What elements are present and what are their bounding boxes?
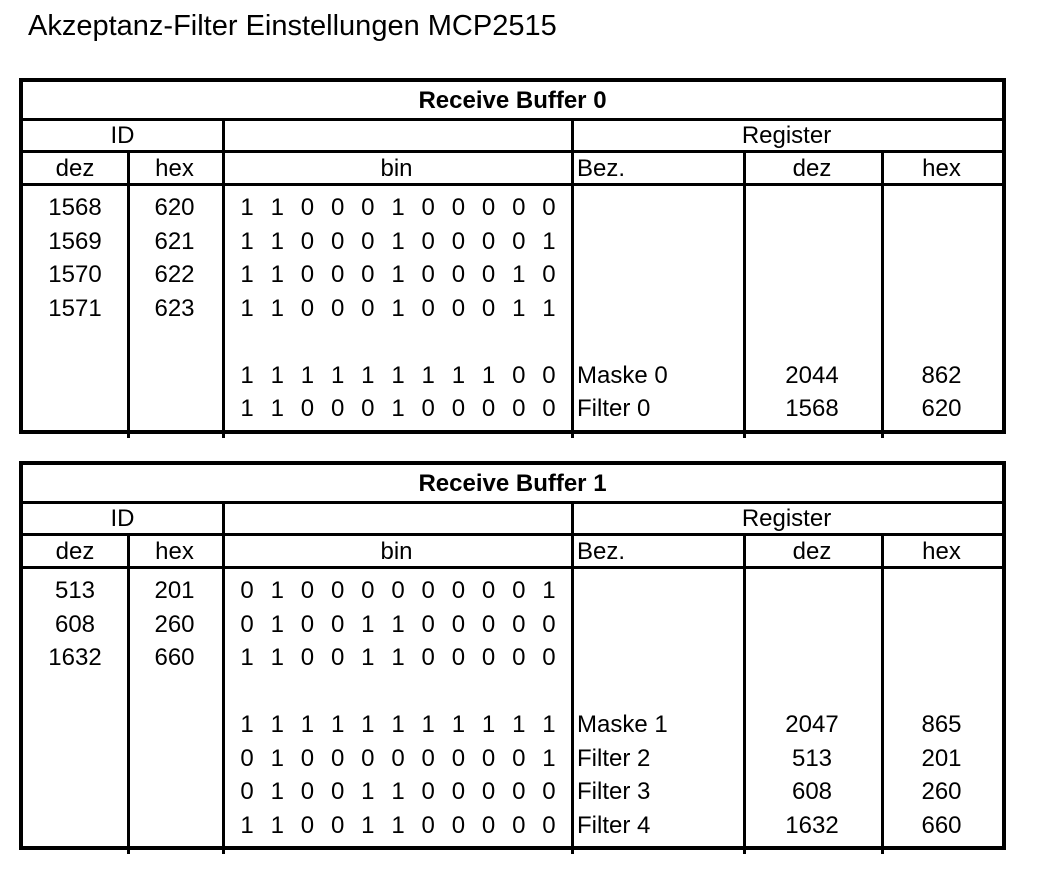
col-bez-header: Bez. <box>577 538 626 565</box>
bit-cell: 1 <box>512 261 526 288</box>
bit-cell: 1 <box>542 227 556 255</box>
bit-cell: 1 <box>240 711 254 738</box>
bit-cell: 1 <box>391 227 405 255</box>
bit-cell: 1 <box>391 294 405 322</box>
bit-cell: 1 <box>391 361 405 389</box>
column-divider <box>222 501 225 854</box>
bit-cell: 0 <box>330 811 345 839</box>
bit-cell: 0 <box>330 577 345 604</box>
bit-cell: 1 <box>391 610 405 638</box>
bit-cell: 0 <box>240 778 254 805</box>
id-bin-value <box>232 609 564 641</box>
bit-cell: 0 <box>300 811 315 839</box>
col-hex-header: hex <box>155 155 194 182</box>
col-reg-hex-header: hex <box>922 538 961 565</box>
bit-cell: 1 <box>391 194 405 221</box>
register-name: Filter 3 <box>577 778 651 805</box>
bit-cell: 0 <box>421 261 435 288</box>
bit-cell: 0 <box>330 294 345 322</box>
register-dez-value: 1568 <box>785 395 839 422</box>
bit-cell: 0 <box>300 577 315 604</box>
register-group-header: Register <box>741 505 832 532</box>
bit-cell: 0 <box>481 778 496 805</box>
bit-cell: 0 <box>300 227 315 255</box>
bit-cell: 0 <box>330 194 345 221</box>
bit-cell: 1 <box>542 711 556 738</box>
bit-cell: 1 <box>270 294 284 322</box>
bit-cell: 0 <box>512 744 526 772</box>
bit-cell: 0 <box>481 227 496 255</box>
bit-cell: 0 <box>330 610 345 638</box>
bit-cell: 0 <box>481 644 496 671</box>
register-hex-value: 862 <box>921 361 962 389</box>
bit-cell: 0 <box>300 610 315 638</box>
id-bin-value <box>232 293 564 325</box>
bit-cell: 0 <box>361 577 375 604</box>
bit-cell: 0 <box>512 610 526 638</box>
bit-cell: 0 <box>542 610 556 638</box>
bit-cell: 1 <box>361 610 375 638</box>
bit-cell: 0 <box>361 194 375 221</box>
bit-cell: 0 <box>421 744 435 772</box>
register-name: Maske 0 <box>577 361 668 389</box>
bit-cell: 0 <box>451 294 466 322</box>
register-dez-value: 2047 <box>785 711 839 738</box>
bit-cell: 0 <box>300 194 315 221</box>
bit-cell: 0 <box>481 261 496 288</box>
bit-cell: 0 <box>481 294 496 322</box>
bit-cell: 1 <box>240 811 254 839</box>
bit-cell: 0 <box>361 227 375 255</box>
bit-cell: 1 <box>240 294 254 322</box>
bit-cell: 1 <box>240 227 254 255</box>
bit-cell: 1 <box>391 811 405 839</box>
bit-cell: 0 <box>451 194 466 221</box>
bit-cell: 0 <box>361 744 375 772</box>
id-dez-value: 1632 <box>48 644 102 671</box>
bit-cell: 1 <box>240 644 254 671</box>
id-bin-value <box>232 192 564 224</box>
id-group-header: ID <box>110 122 135 149</box>
bit-cell: 0 <box>300 294 315 322</box>
bit-cell: 0 <box>421 194 435 221</box>
bit-cell: 1 <box>451 711 466 738</box>
bit-cell: 0 <box>421 294 435 322</box>
col-hex-header: hex <box>155 538 194 565</box>
receive-buffer-1-table <box>19 461 1006 850</box>
bit-cell: 0 <box>421 778 435 805</box>
bit-cell: 1 <box>391 261 405 288</box>
bit-cell: 1 <box>270 644 284 671</box>
register-hex-value: 865 <box>921 711 962 738</box>
bit-cell: 0 <box>542 261 556 288</box>
bit-cell: 0 <box>240 577 254 604</box>
bit-cell: 1 <box>542 294 556 322</box>
bit-cell: 0 <box>451 811 466 839</box>
bit-cell: 1 <box>240 361 254 389</box>
receive-buffer-0-table <box>19 78 1006 434</box>
bit-cell: 1 <box>270 395 284 422</box>
bit-cell: 1 <box>270 227 284 255</box>
bit-cell: 0 <box>542 395 556 422</box>
bit-cell: 0 <box>512 778 526 805</box>
bit-cell: 1 <box>361 361 375 389</box>
bit-cell: 0 <box>542 194 556 221</box>
bit-cell: 0 <box>542 361 556 389</box>
id-hex-value: 660 <box>154 644 195 671</box>
buffer-caption: Receive Buffer 0 <box>418 87 607 114</box>
bit-cell: 0 <box>300 395 315 422</box>
bit-cell: 1 <box>512 294 526 322</box>
register-dez-value: 1632 <box>785 811 839 839</box>
bit-cell: 1 <box>512 711 526 738</box>
bit-cell: 1 <box>330 361 345 389</box>
bit-cell: 1 <box>391 711 405 738</box>
bit-cell: 0 <box>512 577 526 604</box>
bit-cell: 1 <box>481 361 496 389</box>
header-divider <box>23 183 1002 186</box>
id-dez-value: 513 <box>54 577 96 604</box>
bit-cell: 1 <box>361 711 375 738</box>
id-bin-value <box>232 226 564 258</box>
bit-cell: 1 <box>330 711 345 738</box>
register-hex-value: 201 <box>921 744 962 772</box>
column-divider <box>571 501 574 854</box>
bit-cell: 0 <box>361 294 375 322</box>
register-hex-value: 660 <box>921 811 962 839</box>
id-group-header: ID <box>110 505 135 532</box>
bit-cell: 0 <box>451 744 466 772</box>
bit-cell: 1 <box>391 644 405 671</box>
col-bin-header: bin <box>380 538 413 565</box>
bit-cell: 0 <box>542 778 556 805</box>
bit-cell: 1 <box>240 194 254 221</box>
buffer-caption: Receive Buffer 1 <box>418 470 607 497</box>
id-hex-value: 623 <box>154 294 195 322</box>
bit-cell: 0 <box>481 610 496 638</box>
column-divider <box>222 118 225 438</box>
bit-cell: 1 <box>451 361 466 389</box>
col-bin-header: bin <box>380 155 413 182</box>
register-name: Filter 4 <box>577 811 651 839</box>
register-bin-value <box>232 743 564 775</box>
bit-cell: 1 <box>270 711 284 738</box>
bit-cell: 0 <box>481 744 496 772</box>
bit-cell: 0 <box>421 227 435 255</box>
bit-cell: 0 <box>451 610 466 638</box>
bit-cell: 0 <box>421 811 435 839</box>
id-bin-value <box>232 259 564 291</box>
column-divider <box>571 118 574 438</box>
register-dez-value: 608 <box>791 778 833 805</box>
id-dez-value: 1569 <box>48 227 102 255</box>
col-reg-dez-header: dez <box>792 155 832 182</box>
bit-cell: 0 <box>512 811 526 839</box>
bit-cell: 0 <box>512 644 526 671</box>
bit-cell: 0 <box>512 194 526 221</box>
bit-cell: 1 <box>240 395 254 422</box>
bit-cell: 1 <box>361 644 375 671</box>
bit-cell: 0 <box>481 194 496 221</box>
bit-cell: 0 <box>240 744 254 772</box>
bit-cell: 0 <box>421 577 435 604</box>
register-bin-value <box>232 810 564 842</box>
bit-cell: 1 <box>361 778 375 805</box>
bit-cell: 0 <box>512 361 526 389</box>
id-bin-value <box>232 575 564 607</box>
bit-cell: 1 <box>270 261 284 288</box>
bit-cell: 0 <box>330 644 345 671</box>
bit-cell: 1 <box>270 778 284 805</box>
bit-cell: 1 <box>421 711 435 738</box>
bit-cell: 0 <box>421 610 435 638</box>
bit-cell: 0 <box>330 261 345 288</box>
id-dez-value: 1570 <box>48 261 102 288</box>
bit-cell: 1 <box>421 361 435 389</box>
register-bin-value <box>232 776 564 808</box>
page-title: Akzeptanz-Filter Einstellungen MCP2515 <box>28 10 557 42</box>
bit-cell: 0 <box>451 577 466 604</box>
bit-cell: 0 <box>481 395 496 422</box>
bit-cell: 0 <box>481 577 496 604</box>
bit-cell: 0 <box>421 644 435 671</box>
bit-cell: 0 <box>240 610 254 638</box>
bit-cell: 1 <box>270 361 284 389</box>
bit-cell: 0 <box>451 261 466 288</box>
bit-cell: 1 <box>270 744 284 772</box>
bit-cell: 1 <box>300 711 315 738</box>
id-hex-value: 622 <box>154 261 195 288</box>
register-bin-value <box>232 393 564 425</box>
bit-cell: 1 <box>391 778 405 805</box>
bit-cell: 0 <box>361 395 375 422</box>
bit-cell: 0 <box>391 577 405 604</box>
bit-cell: 1 <box>542 577 556 604</box>
bit-cell: 1 <box>361 811 375 839</box>
register-group-header: Register <box>741 122 832 149</box>
id-dez-value: 1568 <box>48 194 102 221</box>
bit-cell: 1 <box>542 744 556 772</box>
id-hex-value: 260 <box>154 610 195 638</box>
bit-cell: 0 <box>330 778 345 805</box>
bit-cell: 0 <box>330 744 345 772</box>
register-dez-value: 513 <box>791 744 833 772</box>
register-hex-value: 620 <box>921 395 962 422</box>
register-dez-value: 2044 <box>785 361 839 389</box>
bit-cell: 0 <box>542 644 556 671</box>
bit-cell: 0 <box>361 261 375 288</box>
bit-cell: 0 <box>542 811 556 839</box>
bit-cell: 1 <box>270 811 284 839</box>
id-dez-value: 608 <box>54 610 96 638</box>
bit-cell: 1 <box>270 194 284 221</box>
bit-cell: 1 <box>300 361 315 389</box>
register-bin-value <box>232 360 564 392</box>
bit-cell: 0 <box>330 227 345 255</box>
id-hex-value: 620 <box>154 194 195 221</box>
bit-cell: 1 <box>240 261 254 288</box>
id-hex-value: 621 <box>154 227 195 255</box>
bit-cell: 1 <box>481 711 496 738</box>
col-reg-dez-header: dez <box>792 538 832 565</box>
bit-cell: 0 <box>451 227 466 255</box>
col-reg-hex-header: hex <box>922 155 961 182</box>
bit-cell: 0 <box>300 744 315 772</box>
id-hex-value: 201 <box>154 577 195 604</box>
register-bin-value <box>232 709 564 741</box>
col-bez-header: Bez. <box>577 155 626 182</box>
bit-cell: 0 <box>481 811 496 839</box>
col-dez-header: dez <box>55 538 95 565</box>
col-dez-header: dez <box>55 155 95 182</box>
register-hex-value: 260 <box>921 778 962 805</box>
bit-cell: 0 <box>421 395 435 422</box>
header-divider <box>23 566 1002 569</box>
bit-cell: 0 <box>391 744 405 772</box>
id-dez-value: 1571 <box>48 294 102 322</box>
bit-cell: 0 <box>451 778 466 805</box>
bit-cell: 0 <box>512 395 526 422</box>
bit-cell: 0 <box>300 644 315 671</box>
bit-cell: 0 <box>512 227 526 255</box>
bit-cell: 1 <box>391 395 405 422</box>
register-name: Maske 1 <box>577 711 668 738</box>
bit-cell: 0 <box>300 778 315 805</box>
bit-cell: 1 <box>270 577 284 604</box>
bit-cell: 1 <box>270 610 284 638</box>
id-bin-value <box>232 642 564 674</box>
bit-cell: 0 <box>300 261 315 288</box>
register-name: Filter 0 <box>577 395 651 422</box>
bit-cell: 0 <box>330 395 345 422</box>
bit-cell: 0 <box>451 395 466 422</box>
bit-cell: 0 <box>451 644 466 671</box>
register-name: Filter 2 <box>577 744 651 772</box>
